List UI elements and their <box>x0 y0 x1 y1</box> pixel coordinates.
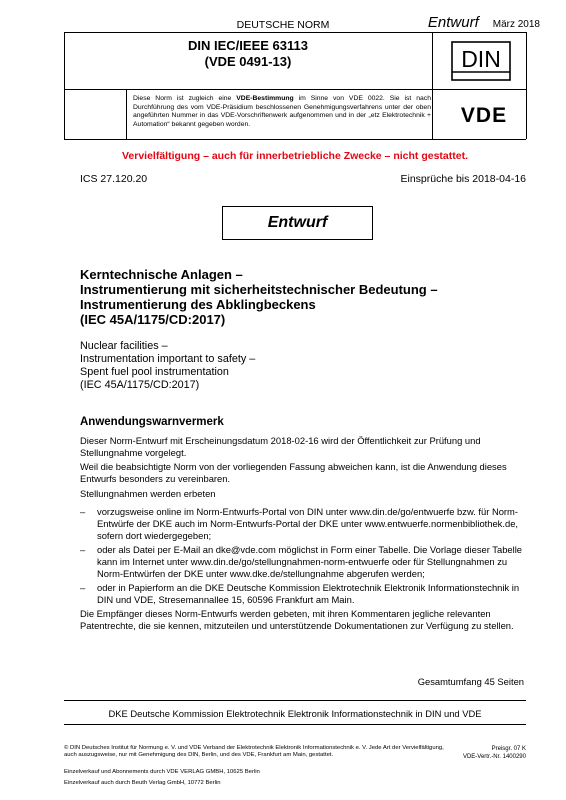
copyright-notice: © DIN Deutsches Institut für Normung e. V. und VDE Verband der Elektrotechnik Elektronik Informationstechnik e. V. Jede Art der Vervielfältigung, auch auszugsweise, nur mit Genehmigung des DIN, Berlin, und des VDE, Frankfurt am Main, gestattet. <box>64 745 444 759</box>
vde-logo <box>451 104 517 126</box>
bullet-text: oder in Papierform an die DKE Deutsche Kommission Elektrotechnik Elektronik Informationstechnik in DIN und VDE, Stresemannallee 15, 60596 Frankfurt am Main. <box>97 582 520 605</box>
list-item <box>80 544 523 580</box>
reproduction-notice: Vervielfältigung – auch für innerbetriebliche Zwecke – nicht gestattet. <box>121 150 468 162</box>
vde-note-rest: im Sinne von VDE 0022. Sie ist nach Durchführung des vom VDE-Präsidium beschlossenen Genehmigungsverfahrens unter der oben angeführten Nummer in das VDE-Vorschriftenwerk aufgenommen und in der „etz Elektrotechnik + Automation“ bekannt gegeben worden. <box>133 95 431 128</box>
warning-para-4: Die Empfänger dieses Norm-Entwurfs werden gebeten, mit ihren Kommentaren jegliche relevanten Patentrechte, die sie kennen, mitzuteilen und unterstützende Dokumentationen zur Verfügung zu stellen. <box>80 608 514 631</box>
title-en-line: (IEC 45A/1175/CD:2017) <box>80 379 200 391</box>
list-item <box>80 582 523 606</box>
title-de-line: Instrumentierung mit sicherheitstechnischer Bedeutung – <box>80 282 438 297</box>
dke-bottom-rule <box>64 724 526 725</box>
warning-heading: Anwendungswarnvermerk <box>80 416 224 428</box>
title-de-line: (IEC 45A/1175/CD:2017) <box>80 312 226 327</box>
designation-number: DIN IEC/IEEE 63113 <box>188 38 308 53</box>
status-date <box>428 14 540 31</box>
dke-line: DKE Deutsche Kommission Elektrotechnik Elektronik Informationstechnik in DIN und VDE <box>108 708 482 719</box>
din-logo-text: DIN <box>461 46 501 72</box>
bullet-dash: – <box>80 544 86 555</box>
sales-info-1: Einzelverkauf und Abonnements durch VDE VERLAG GMBH, 10625 Berlin <box>64 769 260 775</box>
bullet-text: oder als Datei per E-Mail an dke@vde.com möglichst in Form einer Tabelle. Die Vorlage dieser Tabelle kann im Internet unter www.din.de/go/stellungnahmen-norm-entwuerfe oder für Stellungnahmen zu Norm-Entwürfen der DKE unter www.dke.de/stellungnahme abgerufen werden; <box>97 544 522 579</box>
title-en-line: Instrumentation important to safety – <box>80 353 256 365</box>
header-bottom-rule <box>64 139 526 140</box>
sales-info-2: Einzelverkauf auch durch Beuth Verlag GmbH, 10772 Berlin <box>64 780 221 786</box>
bullet-dash: – <box>80 582 86 593</box>
title-german <box>80 267 520 327</box>
warning-para-2: Weil die beabsichtigte Norm von der vorliegenden Fassung abweichen kann, ist die Anwendung dieses Entwurfs besonders zu vereinbaren. <box>80 461 507 484</box>
document-designation <box>64 38 432 70</box>
issue-date: März 2018 <box>492 19 540 30</box>
header-logo-divider <box>432 32 433 139</box>
ics-code: ICS 27.120.20 <box>80 173 148 185</box>
title-en-line: Nuclear facilities – <box>80 340 168 352</box>
header-middle-rule <box>64 89 526 90</box>
title-de-line: Instrumentierung des Abklingbeckens <box>80 297 316 312</box>
bullet-dash: – <box>80 506 86 517</box>
header-top-rule <box>64 32 526 33</box>
title-english <box>80 340 520 392</box>
draft-box: Entwurf <box>222 206 373 240</box>
header-right-border <box>526 32 527 139</box>
warning-para-1: Dieser Norm-Entwurf mit Erscheinungsdatum 2018-02-16 wird der Öffentlichkeit zur Prüfung und Stellungnahme vorgelegt. <box>80 435 481 458</box>
total-pages: Gesamtumfang 45 Seiten <box>417 676 524 687</box>
norm-type: DEUTSCHE NORM <box>236 19 330 31</box>
vde-note-bold: VDE-Bestimmung <box>236 95 294 102</box>
price-group: Preisgr. 07 K <box>491 746 526 752</box>
status-label: Entwurf <box>427 14 479 31</box>
bullet-text: vorzugsweise online im Norm-Entwurfs-Portal von DIN unter www.din.de/go/entwuerfe bzw. für Norm-Entwürfe der DKE auch im Norm-Entwurfs-Portal der DKE unter www.entwuerfe.normenbibliothek.de, sofern dort wiedergegeben; <box>97 506 519 541</box>
dke-top-rule <box>64 700 526 701</box>
warning-para-3: Stellungnahmen werden erbeten <box>80 488 216 499</box>
title-en-line: Spent fuel pool instrumentation <box>80 366 229 378</box>
vde-order-number: VDE-Vertr.-Nr. 1400290 <box>462 754 526 760</box>
vde-logo-text: VDE <box>460 104 508 126</box>
objection-deadline: Einsprüche bis 2018-04-16 <box>400 173 526 185</box>
list-item <box>80 506 523 542</box>
title-de-line: Kerntechnische Anlagen – <box>80 267 243 282</box>
din-logo <box>451 41 511 81</box>
footer-right <box>426 745 526 761</box>
vde-note <box>133 95 431 129</box>
designation-vde: (VDE 0491-13) <box>204 54 292 69</box>
header-note-divider <box>126 89 127 139</box>
vde-note-prefix: Diese Norm ist zugleich eine <box>133 95 237 102</box>
